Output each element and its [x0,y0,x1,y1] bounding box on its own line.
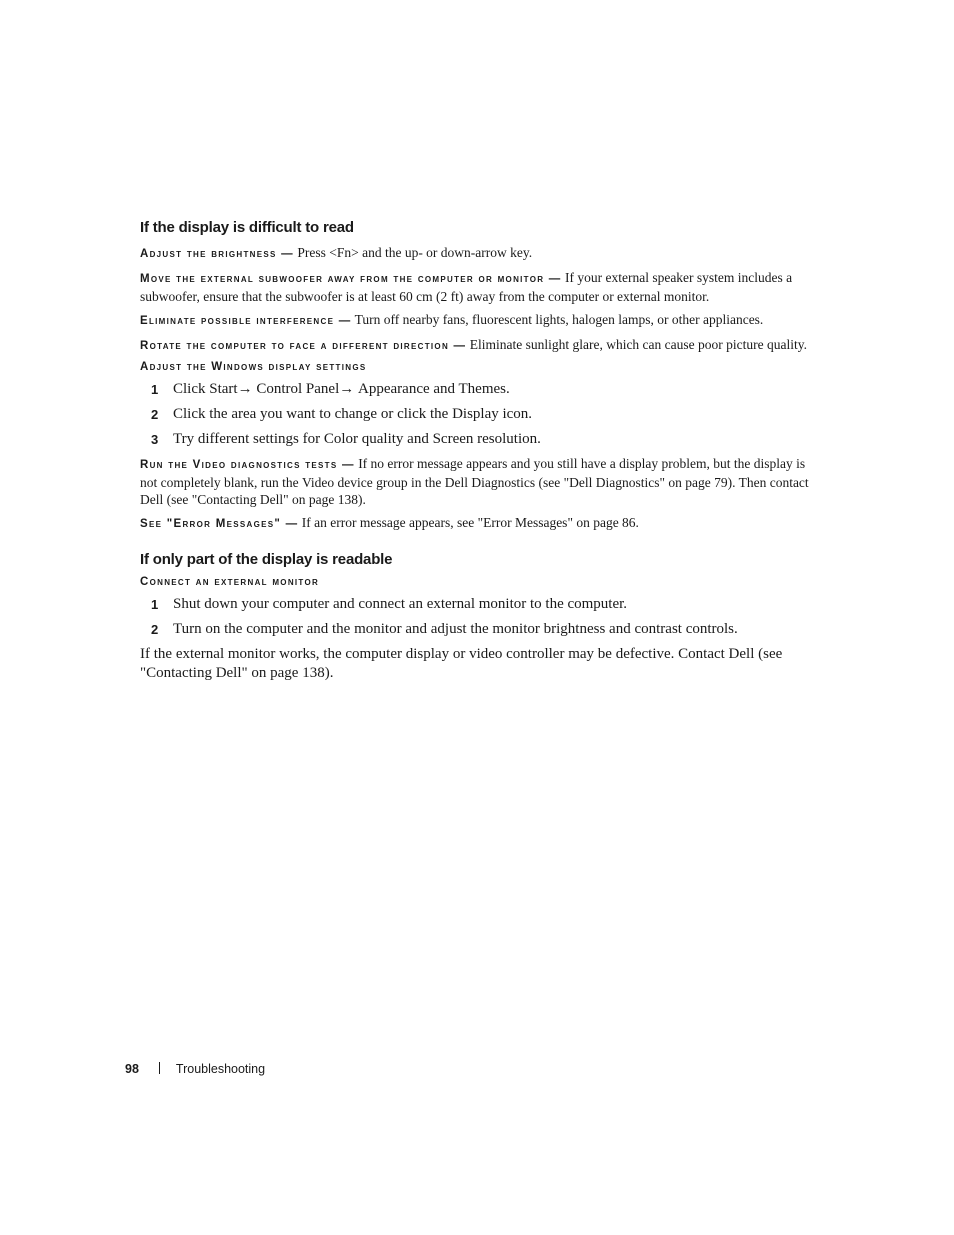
tip-brightness [140,244,820,263]
tip-lead: Eliminate possible interference — [140,315,352,327]
arrow-icon: → [339,381,359,397]
step-1 [140,380,820,399]
step-text: Try different settings for [173,431,324,447]
step-number: 1 [151,597,159,612]
step-text: and [403,431,433,447]
step-text: . [506,381,510,397]
ui-display: Display [452,406,499,422]
tip-text: If no error message appears and you still have a display problem, but the display is not completely blank, run the [140,456,806,490]
tip-subwoofer [140,269,820,305]
ui-start: Start [209,381,238,397]
step-number: 2 [151,622,159,637]
step-text: icon. [498,406,533,422]
step-text: Shut down your computer and connect an external monitor to the computer. [173,596,628,612]
tip-text: If your external speaker system includes a subwoofer, ensure that the subwoofer is at least 60 cm (2 ft) away from the computer or external monitor. [140,270,793,304]
external-monitor-steps [140,595,820,639]
tip-lead: Move the external subwoofer away from the computer or monitor — [140,273,562,285]
windows-settings-steps [140,380,820,449]
tip-interference [140,311,820,330]
windows-settings-subheading: Adjust the Windows display settings [140,361,367,373]
tip-error-messages [140,514,820,533]
tip-text: Press <Fn> and the up- or down-arrow key. [297,245,533,260]
step-text: Turn on the computer and the monitor and adjust the monitor brightness and contrast controls. [173,621,738,637]
step-number: 2 [151,407,159,422]
ui-color-quality: Color quality [323,431,404,447]
step-number: 3 [151,432,159,447]
page-number: 98 [125,1062,139,1076]
step-text: . [537,431,541,447]
step-text: Click the area you want to change or click the [173,406,453,422]
ui-appearance-themes: Appearance and Themes [358,381,507,397]
ui-screen-resolution: Screen resolution [432,431,538,447]
external-monitor-paragraph: If the external monitor works, the computer display or video controller may be defective. Contact Dell (see "Contacting Dell" on page 138). [140,646,783,681]
footer-section-title: Troubleshooting [175,1062,266,1076]
step-1 [140,595,820,614]
step-2 [140,405,820,424]
ui-video: Video [301,475,335,490]
tip-lead: Adjust the brightness — [140,248,294,260]
external-monitor-subheading: Connect an external monitor [140,576,320,588]
page-footer [125,1062,265,1076]
tip-lead: See "Error Messages" — [140,518,299,530]
step-text: Click [173,381,210,397]
tip-text: If an error message appears, see "Error Messages" on page 86. [301,515,639,530]
tip-text: device group in the Dell Diagnostics (see "Dell Diagnostics" on page 79). Then contact Dell (see "Contacting Dell" on page 138). [140,475,809,507]
arrow-icon: → [237,381,257,397]
tip-lead: Run the Video diagnostics tests — [140,459,355,471]
tip-rotate [140,336,820,355]
section-heading-difficult: If the display is difficult to read [140,219,354,236]
tip-text: Eliminate sunlight glare, which can cause poor picture quality. [469,337,807,352]
tip-text: Turn off nearby fans, fluorescent lights, halogen lamps, or other appliances. [354,312,764,327]
tip-video-diagnostics [140,455,820,508]
section-heading-partial: If only part of the display is readable [140,551,393,568]
step-number: 1 [151,382,159,397]
page-content [140,219,820,683]
step-3 [140,430,820,449]
ui-control-panel: Control Panel [256,381,340,397]
tip-lead: Rotate the computer to face a different direction — [140,340,467,352]
footer-divider [159,1062,160,1074]
step-2 [140,620,820,639]
